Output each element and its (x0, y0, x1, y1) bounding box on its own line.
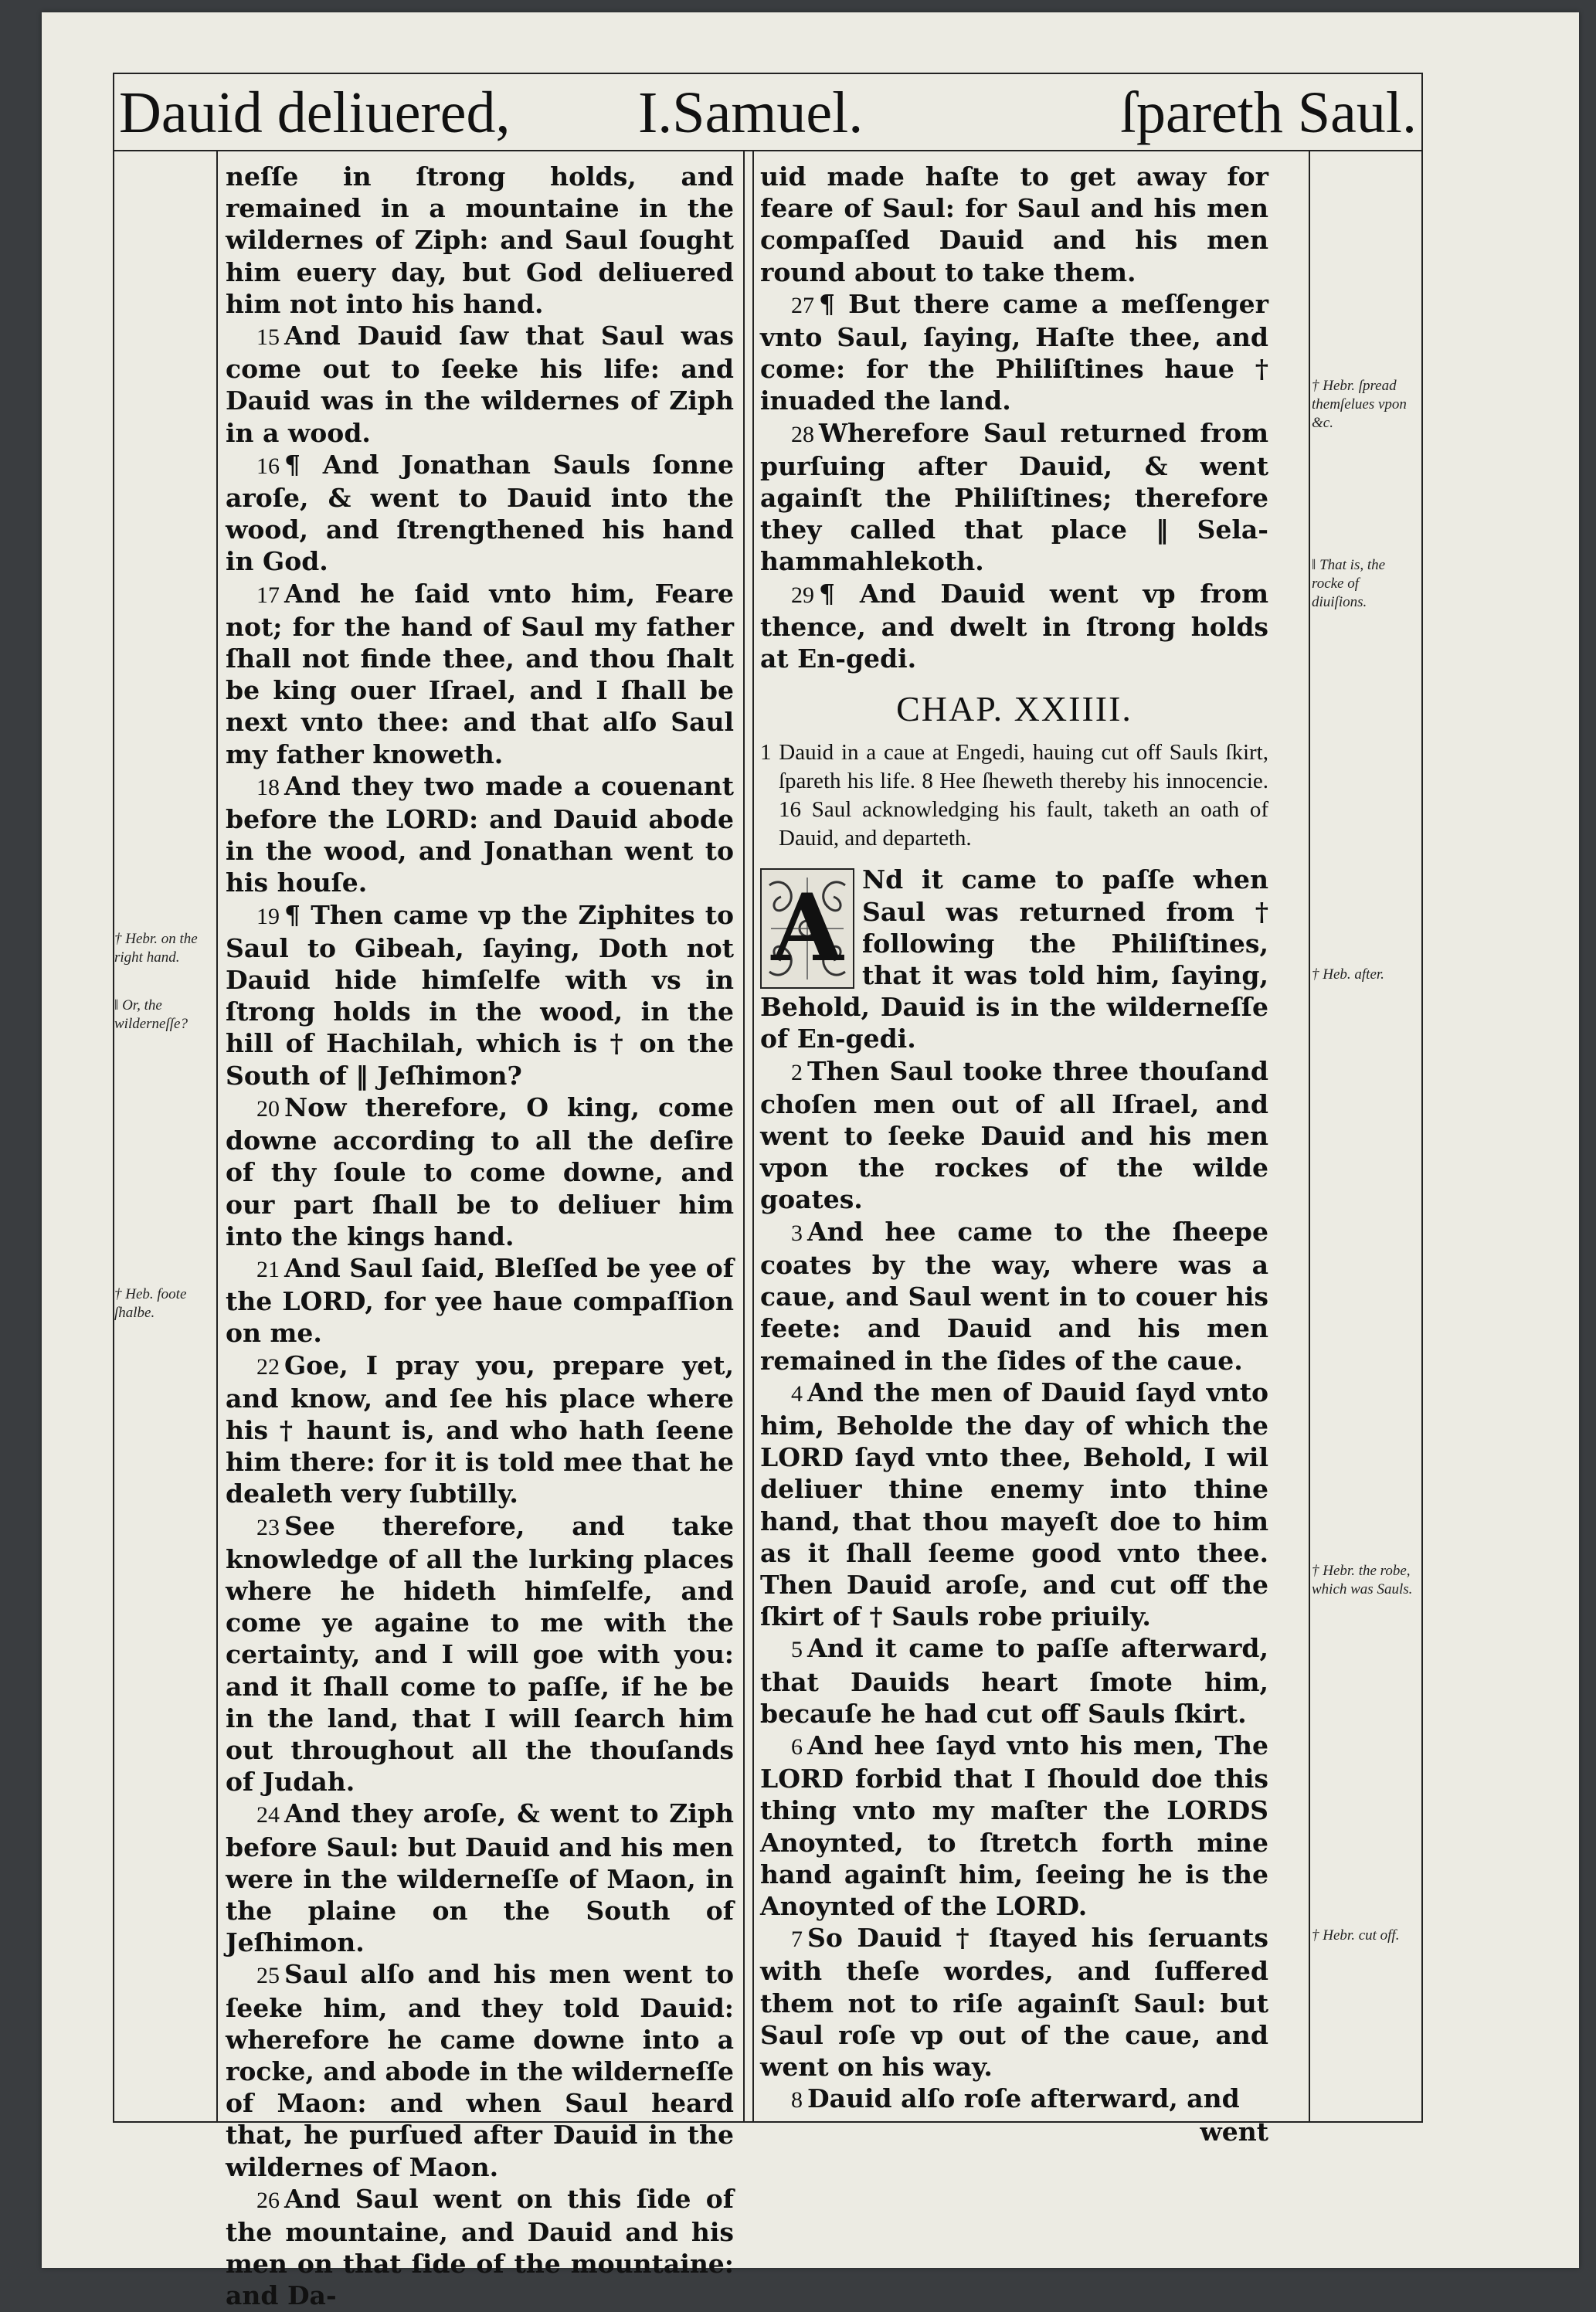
verse-number: 7 (791, 1927, 803, 1953)
verse-number: 6 (791, 1733, 803, 1760)
margin-note: † Hebr. ſpread themſelues vpon &c. (1312, 378, 1407, 431)
margin-note: † Heb. foote ſhalbe. (114, 1286, 187, 1321)
margin-note: † Hebr. the robe, which was Sauls. (1312, 1563, 1413, 1597)
header-left: Dauid deliuered, (119, 80, 511, 145)
verse-number: 23 (256, 1514, 280, 1540)
margin-note: † Heb. after. (1312, 966, 1384, 983)
verse: 15 And Dauid ſaw that Saul was come out to ſeeke his life: and Dauid was in the wildernes of Ziph in a wood. (226, 321, 734, 448)
verse: 23 See therefore, and take knowledge of all the lurking places where he hideth himſelfe, and come ye againe to me with the certainty, and I will goe with you: and it ſhall come to paſſe, if he be in the land, that I will ſearch him out throughout all the thouſands of Judah. (226, 1510, 734, 1798)
verse-number: 16 (256, 453, 280, 479)
chapter-summary: 1 Dauid in a caue at Engedi, hauing cut off Sauls ſkirt, ſpareth his life. 8 Hee ſheweth thereby his innocencie. 16 Saul acknowledging his fault, taketh an oath of Dauid, and departeth. (760, 740, 1268, 851)
verse: 19 ¶ Then came vp the Ziphites to Saul to Gibeah, ſaying, Doth not Dauid hide himſelfe with vs in ſtrong holds in the wood, in the hill of Hachilah, which is † on the South of ‖ Jeſhimon? (226, 899, 734, 1091)
verse-number: 5 (791, 1637, 803, 1663)
verse: 3 And hee came to the ſheepe coates by the way, where was a caue, and Saul went in to couer his feete: and Dauid and his men remained in the ſides of the caue. (760, 1216, 1268, 1376)
running-header (113, 76, 1423, 150)
verse: 6 And hee ſayd vnto his men, The LORD forbid that I ſhould doe this thing vnto my maſter the LORDS Anoynted, to ſtretch forth mine hand againſt him, ſeeing he is the Anoynted of the LORD. (760, 1730, 1268, 1921)
verse-number: 15 (256, 324, 280, 351)
verse-number: 4 (791, 1380, 803, 1407)
verse-number: 2 (791, 1059, 803, 1085)
verse: 25 Saul alſo and his men went to ſeeke him, and they told Dauid: wherefore he came downe into a rocke, and abode in the wilderneſſe of Maon: and when Saul heard that, he purſued after Dauid in the wildernes of Maon. (226, 1959, 734, 2182)
verse-number: 17 (256, 582, 280, 608)
verse-number: 22 (256, 1353, 280, 1380)
verse: uid made haſte to get away for feare of Saul: for Saul and his men compaſſed Dauid and his men round about to take them. (760, 161, 1268, 287)
verse-number: 18 (256, 774, 280, 800)
verse-number: 8 (791, 2087, 803, 2113)
right-margin-rule (1309, 151, 1310, 2121)
verse: Nd it came to paſſe when Saul was returned from † following the Philiſtines, that it was told him, ſaying, Behold, Dauid is in the wilderneſſe of En-gedi. (760, 864, 1268, 1054)
margin-note: ‖ That is, the rocke of diuiſions. (1312, 557, 1386, 610)
verse: 29 ¶ And Dauid went vp from thence, and dwelt in ſtrong holds at En-gedi. (760, 578, 1268, 674)
verse: 26 And Saul went on this ſide of the mountaine, and Dauid and his men on that ſide of the mountaine: and Da- (226, 2183, 734, 2311)
header-rule (113, 150, 1423, 151)
decorated-initial (760, 868, 854, 989)
column-divider-left (743, 151, 745, 2121)
catchword: went (1200, 2117, 1268, 2147)
verse-number: 21 (256, 1256, 280, 1282)
verse-number: 29 (791, 582, 814, 608)
left-column (226, 161, 734, 2312)
verse: 8 Dauid alſo roſe afterward, and (791, 2083, 1240, 2114)
verse: 21 And Saul ſaid, Bleſſed be yee of the LORD, for yee haue compaſſion on me. (226, 1252, 734, 1349)
header-right: ſpareth Saul. (1119, 80, 1417, 145)
margin-note: ‖ Or, the wilderneſſe? (114, 997, 188, 1032)
verse: 4 And the men of Dauid ſayd vnto him, Beholde the day of which the LORD ſayd vnto thee, Behold, I wil deliuer thine enemy into thine hand, that thou mayeſt doe to him as it ſhall ſeeme good vnto thee. Then Dauid aroſe, and cut off the ſkirt of † Sauls robe priuily. (760, 1377, 1268, 1632)
verse: 18 And they two made a couenant before the LORD: and Dauid abode in the wood, and Jonathan went to his houſe. (226, 770, 734, 898)
verse: 7 So Dauid † ſtayed his ſeruants with theſe wordes, and ſuffered them not to riſe againſt Saul: but Saul roſe vp out of the caue, and went on his way. (760, 1923, 1268, 2082)
verse-number: 3 (791, 1220, 803, 1246)
verse: 22 Goe, I pray you, prepare yet, and know, and ſee his place where his † haunt is, and who hath ſeene him there: for it is told mee that he dealeth very ſubtilly. (226, 1350, 734, 1509)
verse: 5 And it came to paſſe afterward, that Dauids heart ſmote him, becauſe he had cut off Sauls ſkirt. (760, 1633, 1268, 1729)
verse-number: 28 (791, 421, 814, 447)
verse: 20 Now therefore, O king, come downe according to all the deſire of thy ſoule to come downe, and our part ſhall be to deliuer him into the kings hand. (226, 1091, 734, 1251)
margin-note: † Hebr. on the right hand. (114, 931, 198, 966)
verse: 2 Then Saul tooke three thouſand choſen men out of all Iſrael, and went to ſeeke Dauid and his men vpon the rockes of the wilde goates. (760, 1055, 1268, 1215)
verse-number: 20 (256, 1095, 280, 1122)
verse-number: 19 (256, 903, 280, 929)
dropcap-letter: A (771, 874, 844, 983)
verse-number: 24 (256, 1802, 280, 1828)
verse: 24 And they aroſe, & went to Ziph before Saul: but Dauid and his men were in the wilderneſſe of Maon, in the plaine on the South of Jeſhimon. (226, 1798, 734, 1958)
verse: 17 And he ſaid vnto him, Feare not; for the hand of Saul my father ſhall not finde thee, and thou ſhalt be king ouer Iſrael, and I ſhall be next vnto thee: and that alſo Saul my father knoweth. (226, 578, 734, 769)
header-center: I.Samuel. (638, 80, 864, 145)
left-margin-rule (216, 151, 218, 2121)
right-column (760, 161, 1268, 2148)
verse: neſſe in ſtrong holds, and remained in a mountaine in the wildernes of Ziph: and Saul ſought him euery day, but God deliuered him not into his hand. (226, 161, 734, 319)
verse: 27 ¶ But there came a meſſenger vnto Saul, ſaying, Haſte thee, and come: for the Philiſtines haue † inuaded the land. (760, 288, 1268, 416)
verse-number: 25 (256, 1963, 280, 1989)
column-divider-right (752, 151, 754, 2121)
chapter-title: CHAP. XXIIII. (896, 689, 1132, 729)
verse-number: 26 (256, 2187, 280, 2213)
chapter-opening (760, 864, 1268, 1054)
verse-number: 27 (791, 292, 814, 318)
verse: 28 Wherefore Saul returned from purſuing after Dauid, & went againſt the Philiſtines; therefore they called that place ‖ Sela-hammahlekoth. (760, 417, 1268, 577)
margin-note: † Hebr. cut off. (1312, 1927, 1400, 1944)
verse: 16 ¶ And Jonathan Sauls ſonne aroſe, & went to Dauid into the wood, and ſtrengthened his hand in God. (226, 449, 734, 577)
